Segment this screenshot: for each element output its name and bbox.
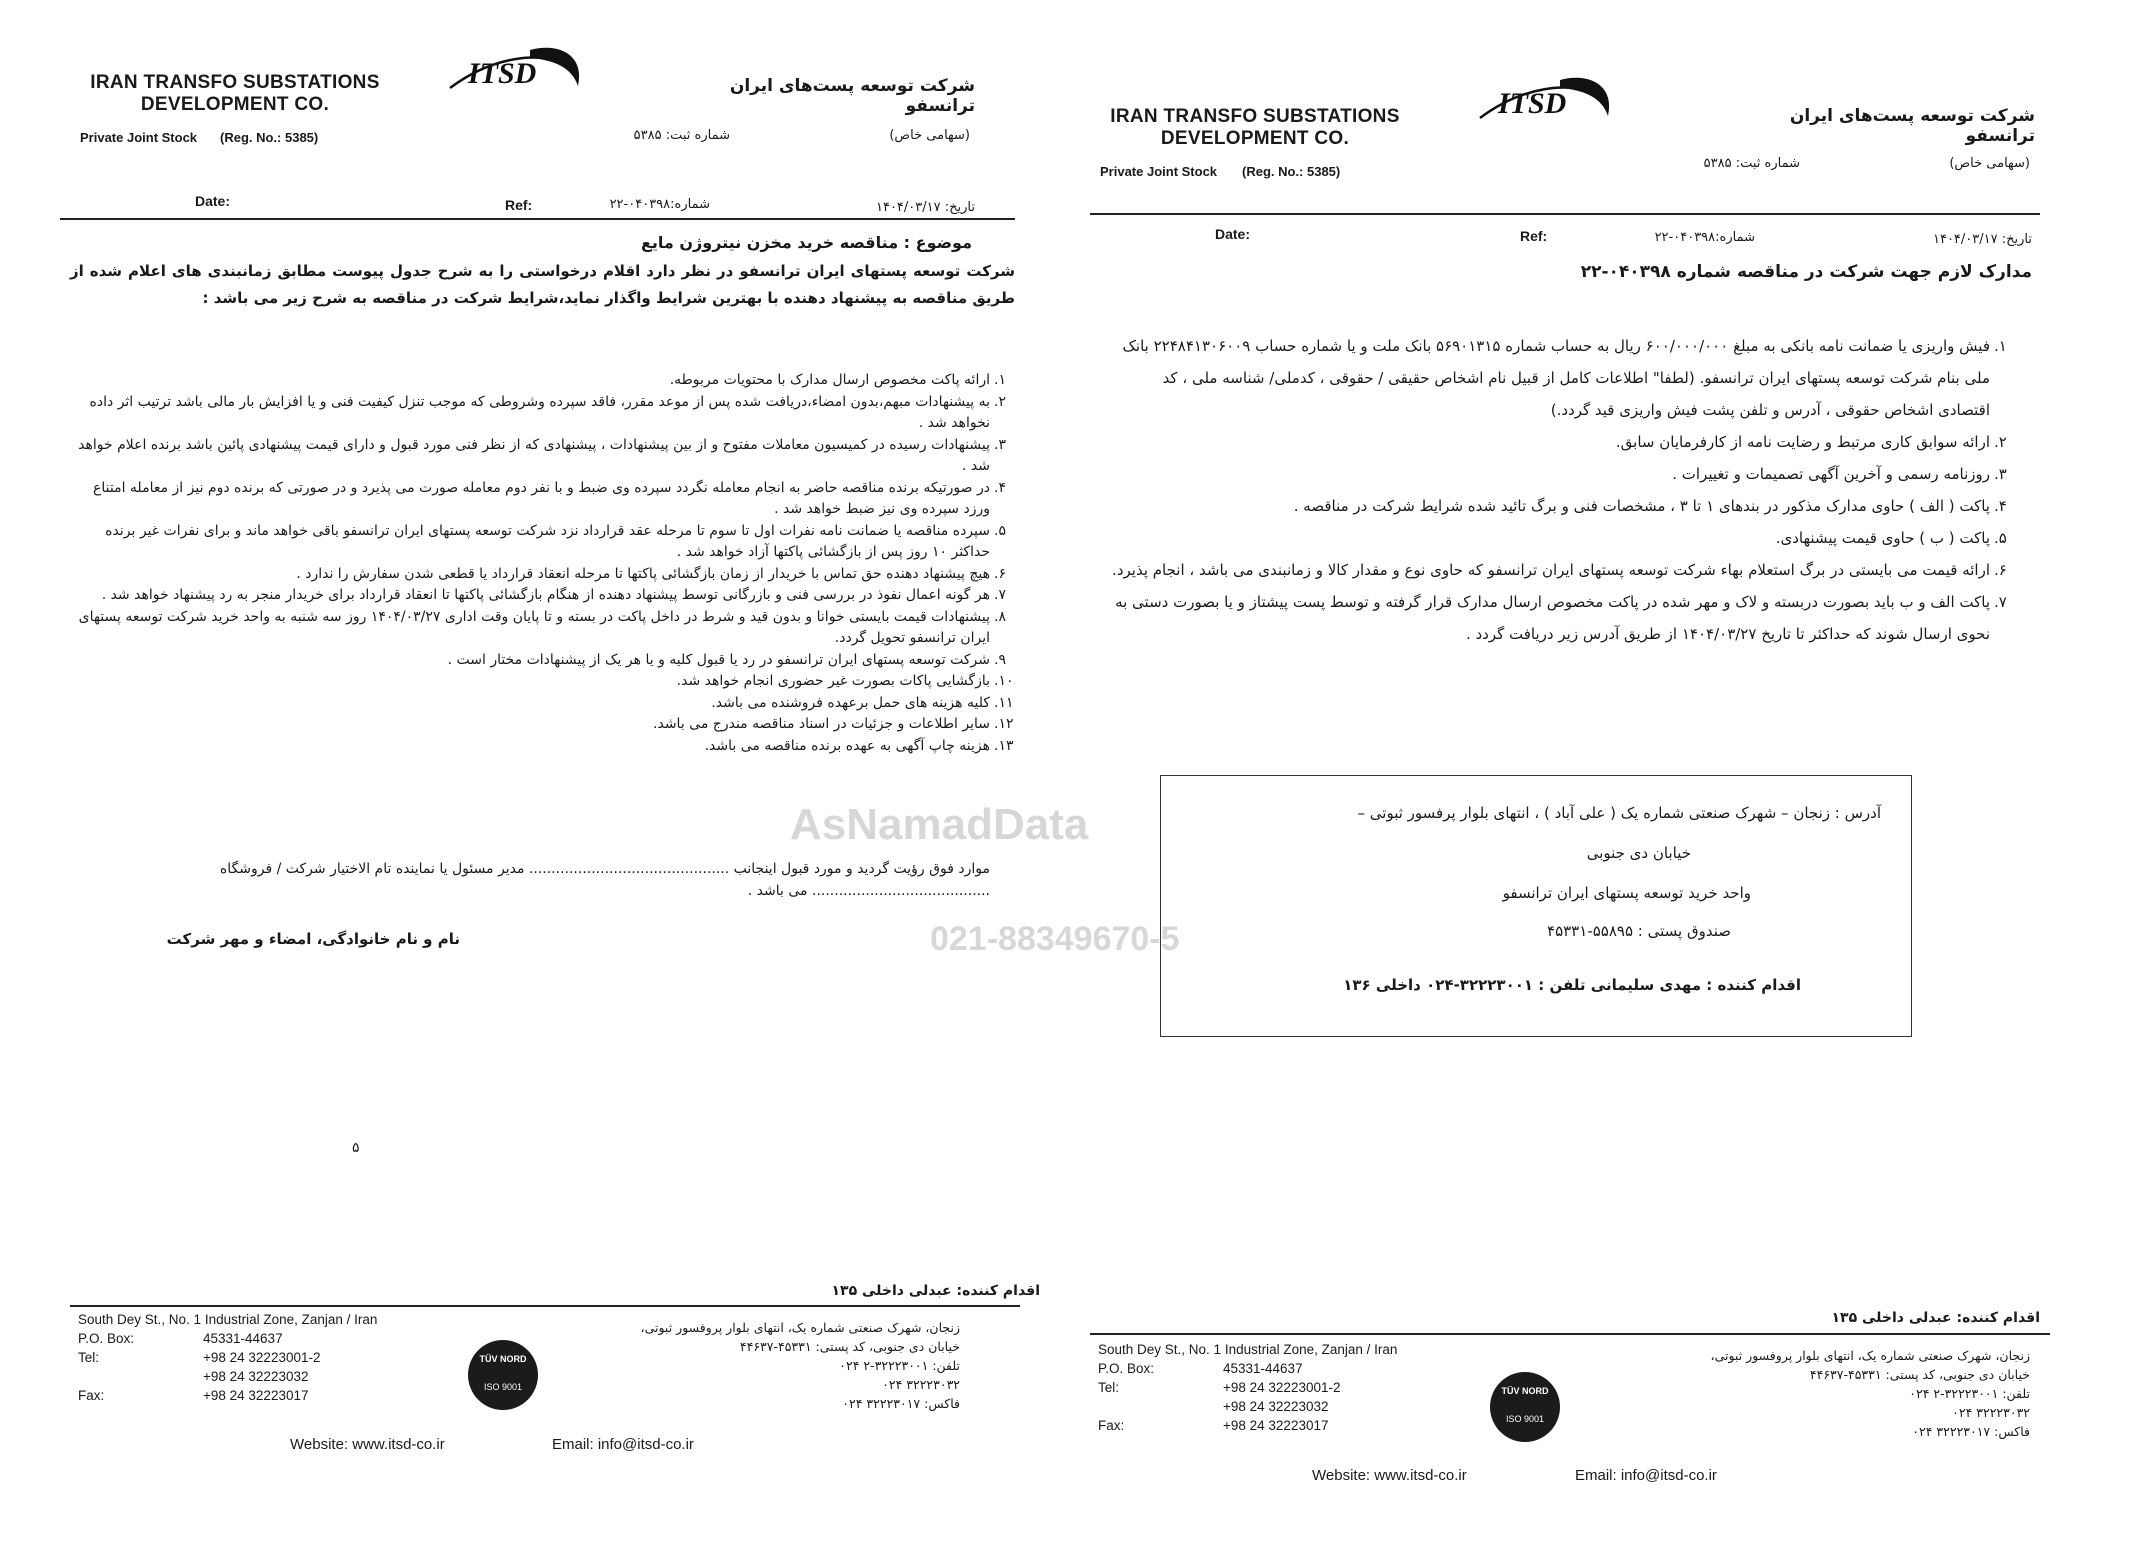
item-number: ۵. — [1994, 529, 2007, 547]
item-text: به پیشنهادات مبهم،بدون امضاء،دریافت شده پس از موعد مقرر، فاقد سپرده وشروطی که موجب تنزل کیفیت فنی و یا افزایش بار مالی باشد ترتیب اثر داده نخواهد شد . — [89, 393, 990, 431]
footer-fa-address-line: خیابان دی جنوبی، کد پستی: ۴۵۳۳۱-۴۴۶۳۷ — [1809, 1367, 2030, 1382]
item-number: ۳. — [994, 436, 1006, 453]
item-number: ۸. — [994, 608, 1006, 625]
reg-number: (Reg. No.: 5385) — [220, 130, 319, 145]
list-item — [1110, 490, 2007, 522]
ref-label: Ref: — [1520, 228, 1548, 244]
item-number: ۱۰. — [994, 673, 1014, 689]
tel-label: Tel: — [78, 1350, 100, 1365]
footer-fa-tel: ۳۲۲۲۳۰۳۲ ۰۲۴ — [1952, 1405, 2030, 1420]
item-number: ۱۱. — [994, 694, 1014, 711]
company-persian-name: شرکت توسعه پست‌های ایران ترانسفو — [1789, 106, 2035, 146]
address-line: خیابان دی جنوبی — [1586, 844, 1691, 862]
email: Email: info@itsd-co.ir — [1575, 1467, 1717, 1484]
item-number: ۲. — [994, 393, 1006, 410]
ref-number: شماره:۰۴۰۳۹۸-۲۲ — [609, 197, 710, 212]
right-page — [1080, 0, 2140, 1557]
iso-seal-subtext: ISO 9001 — [483, 1382, 523, 1392]
fax-label: Fax: — [1098, 1418, 1125, 1433]
tel-value: +98 24 32223032 — [203, 1369, 309, 1384]
left-page — [0, 0, 1040, 1557]
list-item — [70, 736, 1014, 758]
item-text: پیشنهادات رسیده در کمیسیون معاملات مفتوح و از بین پیشنهادات ، پیشنهادی که از نظر فنی مورد قبول و دارای قیمت پیشنهادی پائین باشد برنده اعلام خواهد شد . — [78, 436, 990, 474]
footer-address: South Dey St., No. 1 Industrial Zone, Zanjan / Iran — [1098, 1342, 1398, 1357]
tuv-iso-seal — [468, 1340, 538, 1410]
item-text: فیش واریزی یا ضمانت نامه بانکی به مبلغ ۶۰۰/۰۰۰/۰۰۰ ریال به حساب شماره ۵۶۹۰۱۳۱۵ بانک ملت و یا شماره حساب ۲۲۴۸۴۱۳۰۶۰۰۹ بانک ملی بنام شرکت توسعه پستهای ایران ترانسفو. (لطفا" اطلاعات کامل از قبیل نام اشخاص حقیقی / حقوقی ، کدملی/ شناسه ملی ، کد اقتصادی اشخاص حقوقی ، آدرس و تلفن پشت فیش واریزی قید گردد.) — [1122, 337, 1990, 419]
footer-divider — [70, 1305, 1020, 1307]
item-number: ۳. — [1994, 465, 2007, 483]
itsd-logo — [440, 38, 590, 98]
header-divider — [60, 218, 1015, 220]
item-text: سایر اطلاعات و جزئیات در اسناد مناقصه مندرج می باشد. — [653, 716, 990, 732]
footer-address: South Dey St., No. 1 Industrial Zone, Zanjan / Iran — [78, 1312, 378, 1327]
item-text: ارائه سوابق کاری مرتبط و رضایت نامه از کارفرمایان سابق. — [1615, 433, 1990, 451]
footer-fa-address-line: زنجان، شهرک صنعتی شماره یک، انتهای بلوار پروفسور ثبوتی، — [640, 1320, 960, 1335]
list-item — [70, 370, 1006, 392]
watermark-brand: AsNamadData — [790, 800, 1089, 849]
fax-value: +98 24 32223017 — [1223, 1418, 1329, 1433]
list-item — [70, 607, 1006, 650]
list-item — [70, 521, 1006, 564]
letter-date: تاریخ: ۱۴۰۴/۰۳/۱۷ — [1932, 232, 2032, 247]
list-item — [1110, 426, 2007, 458]
item-number: ۷. — [1994, 593, 2007, 611]
list-item — [70, 392, 1006, 435]
footer-fa-tel: ۳۲۲۲۳۰۳۲ ۰۲۴ — [882, 1377, 960, 1392]
address-line: واحد خرید توسعه پستهای ایران ترانسفو — [1502, 884, 1751, 902]
iso-seal-text: TÜV NORD — [479, 1354, 527, 1364]
fax-label: Fax: — [78, 1388, 105, 1403]
address-box — [1160, 775, 1912, 1037]
list-item — [70, 585, 1006, 607]
item-text: هیچ پیشنهاد دهنده حق تماس با خریدار از زمان بازگشائی پاکتها تا مرحله انعقاد قرارداد یا قطعی شدن سفارش را ندارد . — [296, 565, 990, 582]
tel-value: +98 24 32223001-2 — [203, 1350, 321, 1365]
footer-divider — [1090, 1333, 2050, 1335]
footer-fa-fax: فاکس: ۳۲۲۲۳۰۱۷ ۰۲۴ — [842, 1396, 960, 1411]
footer-persian-address — [580, 1318, 960, 1413]
item-text: در صورتیکه برنده مناقصه حاضر به انجام معامله نگردد سپرده وی ضبط و با نفر دوم معامله صورت می پذیرد و در صورتی که برنده دوم نیز از معامله امتناع ورزد سپرده وی نیز ضبط خواهد شد . — [93, 479, 990, 517]
persian-reg-number: شماره ثبت: ۵۳۸۵ — [633, 128, 730, 143]
list-item — [70, 435, 1006, 478]
persian-reg-number: شماره ثبت: ۵۳۸۵ — [1703, 156, 1800, 171]
company-english-name — [70, 72, 400, 116]
logo-text: ITSD — [468, 57, 537, 90]
ref-label: Ref: — [505, 197, 533, 213]
footer-english-address — [78, 1310, 377, 1405]
private-joint-stock: Private Joint Stock — [1100, 164, 1218, 179]
date-label: Date: — [195, 193, 231, 209]
ref-number: شماره:۰۴۰۳۹۸-۲۲ — [1654, 230, 1755, 245]
reg-number: (Reg. No.: 5385) — [1242, 164, 1341, 179]
private-joint-stock: Private Joint Stock — [80, 130, 198, 145]
list-item — [1110, 586, 2007, 650]
item-text: پاکت ( ب ) حاوی قیمت پیشنهادی. — [1775, 529, 1990, 547]
logo-text: ITSD — [1498, 87, 1567, 120]
handler-note: اقدام کننده: عبدلی داخلی ۱۳۵ — [831, 1283, 1040, 1299]
conditions-list — [70, 370, 1014, 757]
address-line: آدرس : زنجان – شهرک صنعتی شماره یک ( علی آباد ) ، انتهای بلوار پرفسور ثبوتی – — [1357, 804, 1881, 822]
item-number: ۷. — [994, 587, 1006, 603]
item-text: ارائه پاکت مخصوص ارسال مدارک با محتویات مربوطه. — [669, 372, 990, 388]
persian-private-stock: (سهامی خاص) — [889, 128, 970, 143]
page-number: ۵ — [352, 1140, 360, 1156]
website: Website: www.itsd-co.ir — [290, 1436, 445, 1453]
footer-english-address — [1098, 1340, 1397, 1435]
tel-value: +98 24 32223001-2 — [1223, 1380, 1341, 1395]
company-persian-name: شرکت توسعه پست‌های ایران ترانسفو — [729, 76, 975, 116]
acceptance-statement: موارد فوق رؤیت گردید و مورد قبول اینجانب ............................................. مدیر مسئول یا نماینده تام الاختیار شرکت / فروشگاه ........................................ می باشد . — [219, 861, 990, 899]
footer-fa-tel: تلفن: ۳۲۲۲۳۰۰۱-۲ ۰۲۴ — [1909, 1386, 2030, 1401]
item-number: ۵. — [994, 522, 1006, 539]
subject-line: موضوع : مناقصه خرید مخزن نیتروژن مایع — [640, 233, 972, 252]
company-name-line2: DEVELOPMENT CO. — [1160, 128, 1350, 149]
footer-fa-tel: تلفن: ۳۲۲۲۳۰۰۱-۲ ۰۲۴ — [839, 1358, 960, 1373]
item-number: ۴. — [994, 479, 1006, 496]
item-number: ۴. — [1994, 497, 2007, 515]
contact-person: اقدام کننده : مهدی سلیمانی تلفن : ۳۲۲۲۳۰۰۱-۰۲۴ داخلی ۱۳۶ — [1343, 976, 1801, 994]
footer-persian-address — [1650, 1346, 2030, 1441]
postal-code: صندوق پستی : ۵۵۸۹۵-۴۵۳۳۱ — [1547, 922, 1731, 940]
list-item — [70, 693, 1014, 715]
watermark-phone: 021-88349670-5 — [930, 920, 1180, 958]
list-item — [1110, 522, 2007, 554]
date-label: Date: — [1215, 226, 1251, 242]
item-text: پاکت ( الف ) حاوی مدارک مذکور در بندهای ۱ تا ۳ ، مشخصات فنی و برگ تائید شده شرایط شرکت در مناقصه . — [1293, 497, 1990, 515]
list-item — [1110, 330, 2007, 426]
signature-line: نام و نام خانوادگی، امضاء و مهر شرکت — [166, 930, 460, 948]
item-number: ۹. — [994, 651, 1006, 668]
iso-seal-subtext: ISO 9001 — [1505, 1414, 1545, 1424]
po-label: P.O. Box: — [1098, 1361, 1155, 1376]
item-number: ۶. — [1994, 561, 2007, 579]
persian-private-stock: (سهامی خاص) — [1949, 156, 2030, 171]
item-number: ۱. — [1994, 337, 2007, 355]
company-english-name — [1090, 106, 1420, 150]
item-text: پیشنهادات قیمت بایستی خوانا و بدون قید و شرط در داخل پاکت در بسته و تا پایان وقت اداری ۱۴۰۴/۰۳/۲۷ روز سه شنبه به واحد خرید شرکت توسعه پستهای ایران ترانسفو تحویل گردد. — [78, 608, 990, 646]
company-name-line2: DEVELOPMENT CO. — [140, 94, 330, 115]
tel-label: Tel: — [1098, 1380, 1120, 1395]
letter-date: تاریخ: ۱۴۰۴/۰۳/۱۷ — [875, 200, 975, 215]
item-text: بازگشایی پاکات بصورت غیر حضوری انجام خواهد شد. — [676, 673, 990, 689]
item-number: ۱۲. — [994, 716, 1014, 732]
list-item — [70, 671, 1014, 693]
item-text: هزینه چاپ آگهی به عهده برنده مناقصه می باشد. — [704, 737, 990, 754]
company-name-line1: IRAN TRANSFO SUBSTATIONS — [90, 72, 380, 93]
po-value: 45331-44637 — [203, 1331, 283, 1346]
list-item — [1110, 458, 2007, 490]
item-text: روزنامه رسمی و آخرین آگهی تصمیمات و تغییرات . — [1672, 465, 1990, 483]
item-number: ۱۳. — [994, 737, 1014, 754]
item-text: هر گونه اعمال نفوذ در بررسی فنی و بازرگانی توسط پیشنهاد دهنده از هنگام بازگشائی پاکتها تا انعقاد قرارداد برای خریدار منجر به رد پیشنهاد خواهد شد . — [101, 587, 990, 603]
iso-seal-text: TÜV NORD — [1501, 1386, 1549, 1396]
item-text: ارائه قیمت می بایستی در برگ استعلام بهاء شرکت توسعه پستهای ایران ترانسفو که حاوی نوع و مقدار کالا و زمانبندی می باشد ، انجام پذیرد. — [1112, 561, 1990, 579]
footer-fa-fax: فاکس: ۳۲۲۲۳۰۱۷ ۰۲۴ — [1912, 1424, 2030, 1439]
company-name-line1: IRAN TRANSFO SUBSTATIONS — [1110, 106, 1400, 127]
required-documents-list — [1110, 330, 2014, 650]
documents-heading: مدارک لازم جهت شرکت در مناقصه شماره ۰۴۰۳۹۸-۲۲ — [1580, 262, 2032, 282]
fax-value: +98 24 32223017 — [203, 1388, 309, 1403]
list-item — [70, 564, 1006, 586]
list-item — [70, 650, 1006, 672]
po-value: 45331-44637 — [1223, 1361, 1303, 1376]
item-number: ۶. — [994, 565, 1006, 582]
tuv-iso-seal — [1490, 1372, 1560, 1442]
header-divider-top — [1090, 213, 2040, 215]
item-number: ۱. — [994, 372, 1006, 388]
item-text: پاکت الف و ب باید بصورت دربسته و لاک و مهر شده در پاکت مخصوص ارسال مدارک قرار گرفته و توسط پست پیشتاز و یا بصورت دستی به نحوی ارسال شوند که حداکثر تا تاریخ ۱۴۰۴/۰۳/۲۷ از طریق آدرس زیر دریافت گردد . — [1115, 593, 1990, 643]
list-item — [70, 714, 1014, 736]
list-item — [70, 478, 1006, 521]
item-number: ۲. — [1994, 433, 2007, 451]
email: Email: info@itsd-co.ir — [552, 1436, 694, 1453]
list-item — [1110, 554, 2007, 586]
item-text: سپرده مناقصه یا ضمانت نامه نفرات اول تا سوم تا مرحله عقد قرارداد نزد شرکت توسعه پستهای ایران ترانسفو باقی خواهد ماند و برای نفرات غیر برنده حداکثر ۱۰ روز پس از بازگشائی پاکتها آزاد خواهد شد . — [105, 522, 990, 560]
intro-paragraph: شرکت توسعه پستهای ایران ترانسفو در نظر دارد اقلام درخواستی را به شرح جدول پیوست مطابق زمانبندی های اعلام شده از طریق مناقصه به پیشنهاد دهنده با بهترین شرایط واگذار نماید،شرایط شرکت در مناقصه به شرح زیر می باشد : — [70, 262, 1015, 307]
tel-value: +98 24 32223032 — [1223, 1399, 1329, 1414]
handler-note: اقدام کننده: عبدلی داخلی ۱۳۵ — [1831, 1310, 2040, 1326]
item-text: شرکت توسعه پستهای ایران ترانسفو در رد یا قبول کلیه و یا هر یک از پیشنهادات مختار است . — [447, 651, 990, 668]
itsd-logo — [1470, 68, 1620, 128]
item-text: کلیه هزینه های حمل برعهده فروشنده می باشد. — [711, 694, 990, 711]
footer-fa-address-line: خیابان دی جنوبی، کد پستی: ۴۵۳۳۱-۴۴۶۳۷ — [739, 1339, 960, 1354]
website: Website: www.itsd-co.ir — [1312, 1467, 1467, 1484]
footer-fa-address-line: زنجان، شهرک صنعتی شماره یک، انتهای بلوار پروفسور ثبوتی، — [1710, 1348, 2030, 1363]
po-label: P.O. Box: — [78, 1331, 135, 1346]
